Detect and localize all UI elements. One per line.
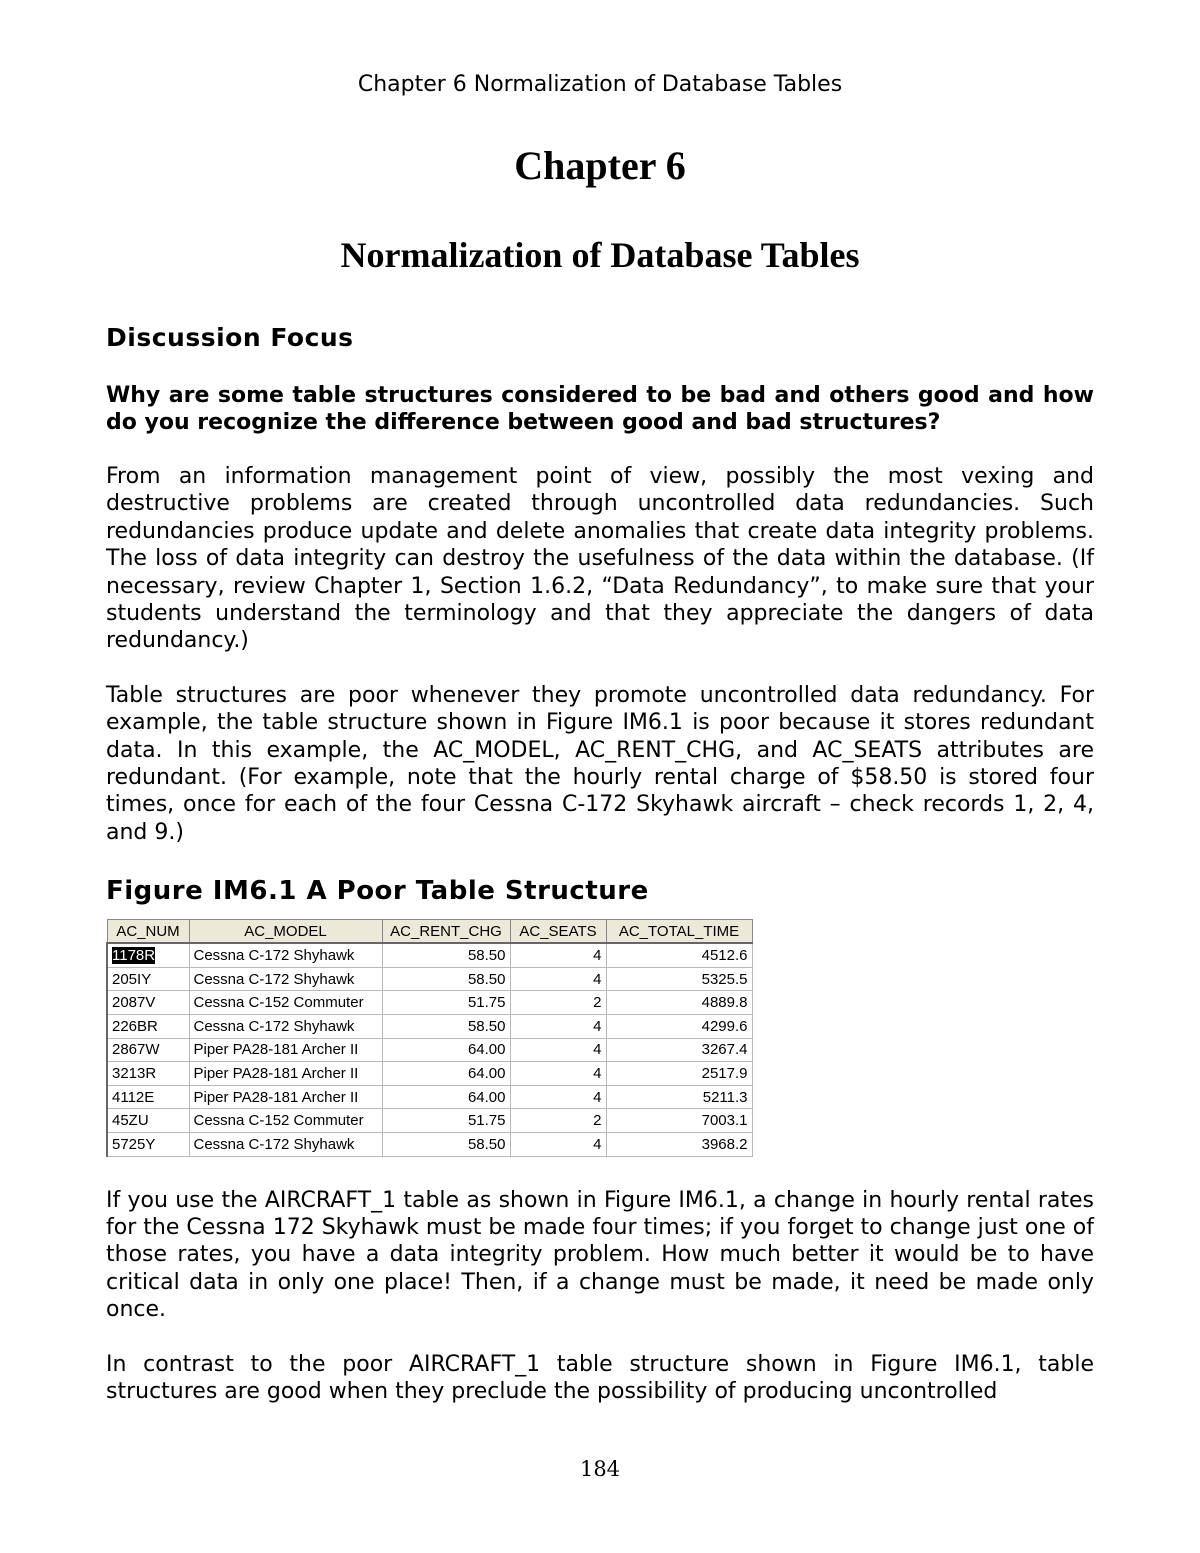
cell-ac-rent-chg[interactable]: 51.75 (382, 1109, 510, 1133)
column-header-ac-num[interactable]: AC_NUM (107, 920, 189, 944)
table-row (107, 1109, 752, 1133)
selected-cell-text: 1178R (112, 947, 156, 965)
figure-caption: Figure IM6.1 A Poor Table Structure (106, 876, 649, 907)
table-row (107, 1085, 752, 1109)
cell-ac-seats[interactable]: 4 (510, 943, 606, 967)
table-header-row (107, 920, 752, 944)
cell-ac-seats[interactable]: 4 (510, 1133, 606, 1157)
cell-ac-num[interactable]: 2867W (107, 1038, 189, 1062)
cell-ac-rent-chg[interactable]: 64.00 (382, 1062, 510, 1086)
paragraph: Table structures are poor whenever they promote uncontrolled data redundancy. For example, the table structure shown in Figure IM6.1 is poor because it stores redundant data. In this example, the AC_MODEL, AC_RENT_CHG, and AC_SEATS attributes are redundant. (For example, note that the hourly rental charge of $58.50 is stored four times, once for each of the four Cessna C-172 Skyhawk aircraft – check records 1, 2, 4, and 9.) (106, 682, 1094, 845)
cell-ac-total-time[interactable]: 4889.8 (606, 991, 752, 1015)
cell-ac-rent-chg[interactable]: 58.50 (382, 1133, 510, 1157)
table-row (107, 1133, 752, 1157)
cell-ac-model[interactable]: Piper PA28-181 Archer II (189, 1062, 382, 1086)
cell-ac-seats[interactable]: 4 (510, 1015, 606, 1039)
cell-ac-rent-chg[interactable]: 58.50 (382, 1015, 510, 1039)
cell-ac-total-time[interactable]: 4299.6 (606, 1015, 752, 1039)
cell-ac-total-time[interactable]: 5211.3 (606, 1085, 752, 1109)
discussion-question: Why are some table structures considered to be bad and others good and how do you recognize the difference between good and bad structures? (106, 383, 1094, 435)
cell-ac-num[interactable] (107, 943, 189, 967)
table-body (107, 943, 752, 1156)
chapter-title: Normalization of Database Tables (340, 235, 860, 275)
table-row (107, 967, 752, 991)
section-heading: Discussion Focus (106, 323, 354, 352)
aircraft-table-figure (106, 919, 751, 1156)
cell-ac-total-time[interactable]: 3267.4 (606, 1038, 752, 1062)
column-header-ac-rent-chg[interactable]: AC_RENT_CHG (382, 920, 510, 944)
cell-ac-model[interactable]: Cessna C-172 Shyhawk (189, 943, 382, 967)
cell-ac-rent-chg[interactable]: 58.50 (382, 943, 510, 967)
cell-ac-total-time[interactable]: 7003.1 (606, 1109, 752, 1133)
cell-ac-total-time[interactable]: 3968.2 (606, 1133, 752, 1157)
cell-ac-total-time[interactable]: 4512.6 (606, 943, 752, 967)
cell-ac-num[interactable]: 226BR (107, 1015, 189, 1039)
table-row (107, 1015, 752, 1039)
running-header: Chapter 6 Normalization of Database Tables (357, 72, 843, 97)
cell-ac-rent-chg[interactable]: 58.50 (382, 967, 510, 991)
cell-ac-num[interactable]: 205IY (107, 967, 189, 991)
cell-ac-model[interactable]: Cessna C-172 Shyhawk (189, 1133, 382, 1157)
cell-ac-seats[interactable]: 4 (510, 1085, 606, 1109)
cell-ac-num[interactable]: 2087V (107, 991, 189, 1015)
page-number: 184 (579, 1457, 621, 1481)
cell-ac-num[interactable]: 5725Y (107, 1133, 189, 1157)
cell-ac-model[interactable]: Piper PA28-181 Archer II (189, 1085, 382, 1109)
cell-ac-seats[interactable]: 4 (510, 967, 606, 991)
cell-ac-seats[interactable]: 2 (510, 991, 606, 1015)
cell-ac-num[interactable]: 45ZU (107, 1109, 189, 1133)
cell-ac-num[interactable]: 3213R (107, 1062, 189, 1086)
column-header-ac-seats[interactable]: AC_SEATS (510, 920, 606, 944)
cell-ac-rent-chg[interactable]: 51.75 (382, 991, 510, 1015)
table-row (107, 1062, 752, 1086)
column-header-ac-total-time[interactable]: AC_TOTAL_TIME (606, 920, 752, 944)
paragraph: If you use the AIRCRAFT_1 table as shown in Figure IM6.1, a change in hourly rental rates for the Cessna 172 Skyhawk must be made four times; if you forget to change just one of those rates, you have a data integrity problem. How much better it would be to have critical data in only one place! Then, if a change must be made, it need be made only once. (106, 1187, 1094, 1323)
cell-ac-model[interactable]: Cessna C-172 Shyhawk (189, 1015, 382, 1039)
cell-ac-model[interactable]: Cessna C-152 Commuter (189, 991, 382, 1015)
cell-ac-rent-chg[interactable]: 64.00 (382, 1085, 510, 1109)
column-header-ac-model[interactable]: AC_MODEL (189, 920, 382, 944)
cell-ac-model[interactable]: Piper PA28-181 Archer II (189, 1038, 382, 1062)
cell-ac-model[interactable]: Cessna C-172 Shyhawk (189, 967, 382, 991)
cell-ac-seats[interactable]: 4 (510, 1062, 606, 1086)
table-row (107, 991, 752, 1015)
page-body (106, 318, 1094, 1432)
cell-ac-model[interactable]: Cessna C-152 Commuter (189, 1109, 382, 1133)
cell-ac-seats[interactable]: 4 (510, 1038, 606, 1062)
table-row (107, 1038, 752, 1062)
paragraph: In contrast to the poor AIRCRAFT_1 table structure shown in Figure IM6.1, table structures are good when they preclude the possibility of producing uncontrolled (106, 1351, 1094, 1405)
cell-ac-rent-chg[interactable]: 64.00 (382, 1038, 510, 1062)
aircraft-table (106, 919, 753, 1156)
cell-ac-num[interactable]: 4112E (107, 1085, 189, 1109)
chapter-number: Chapter 6 (514, 143, 686, 188)
paragraph: From an information management point of view, possibly the most vexing and destructive problems are created through uncontrolled data redundancies. Such redundancies produce update and delete anomalies that create data integrity problems. The loss of data integrity can destroy the usefulness of the data within the database. (If necessary, review Chapter 1, Section 1.6.2, “Data Redundancy”, to make sure that your students understand the terminology and that they appreciate the dangers of data redundancy.) (106, 464, 1094, 654)
cell-ac-seats[interactable]: 2 (510, 1109, 606, 1133)
cell-ac-total-time[interactable]: 5325.5 (606, 967, 752, 991)
cell-ac-total-time[interactable]: 2517.9 (606, 1062, 752, 1086)
table-row (107, 943, 752, 967)
